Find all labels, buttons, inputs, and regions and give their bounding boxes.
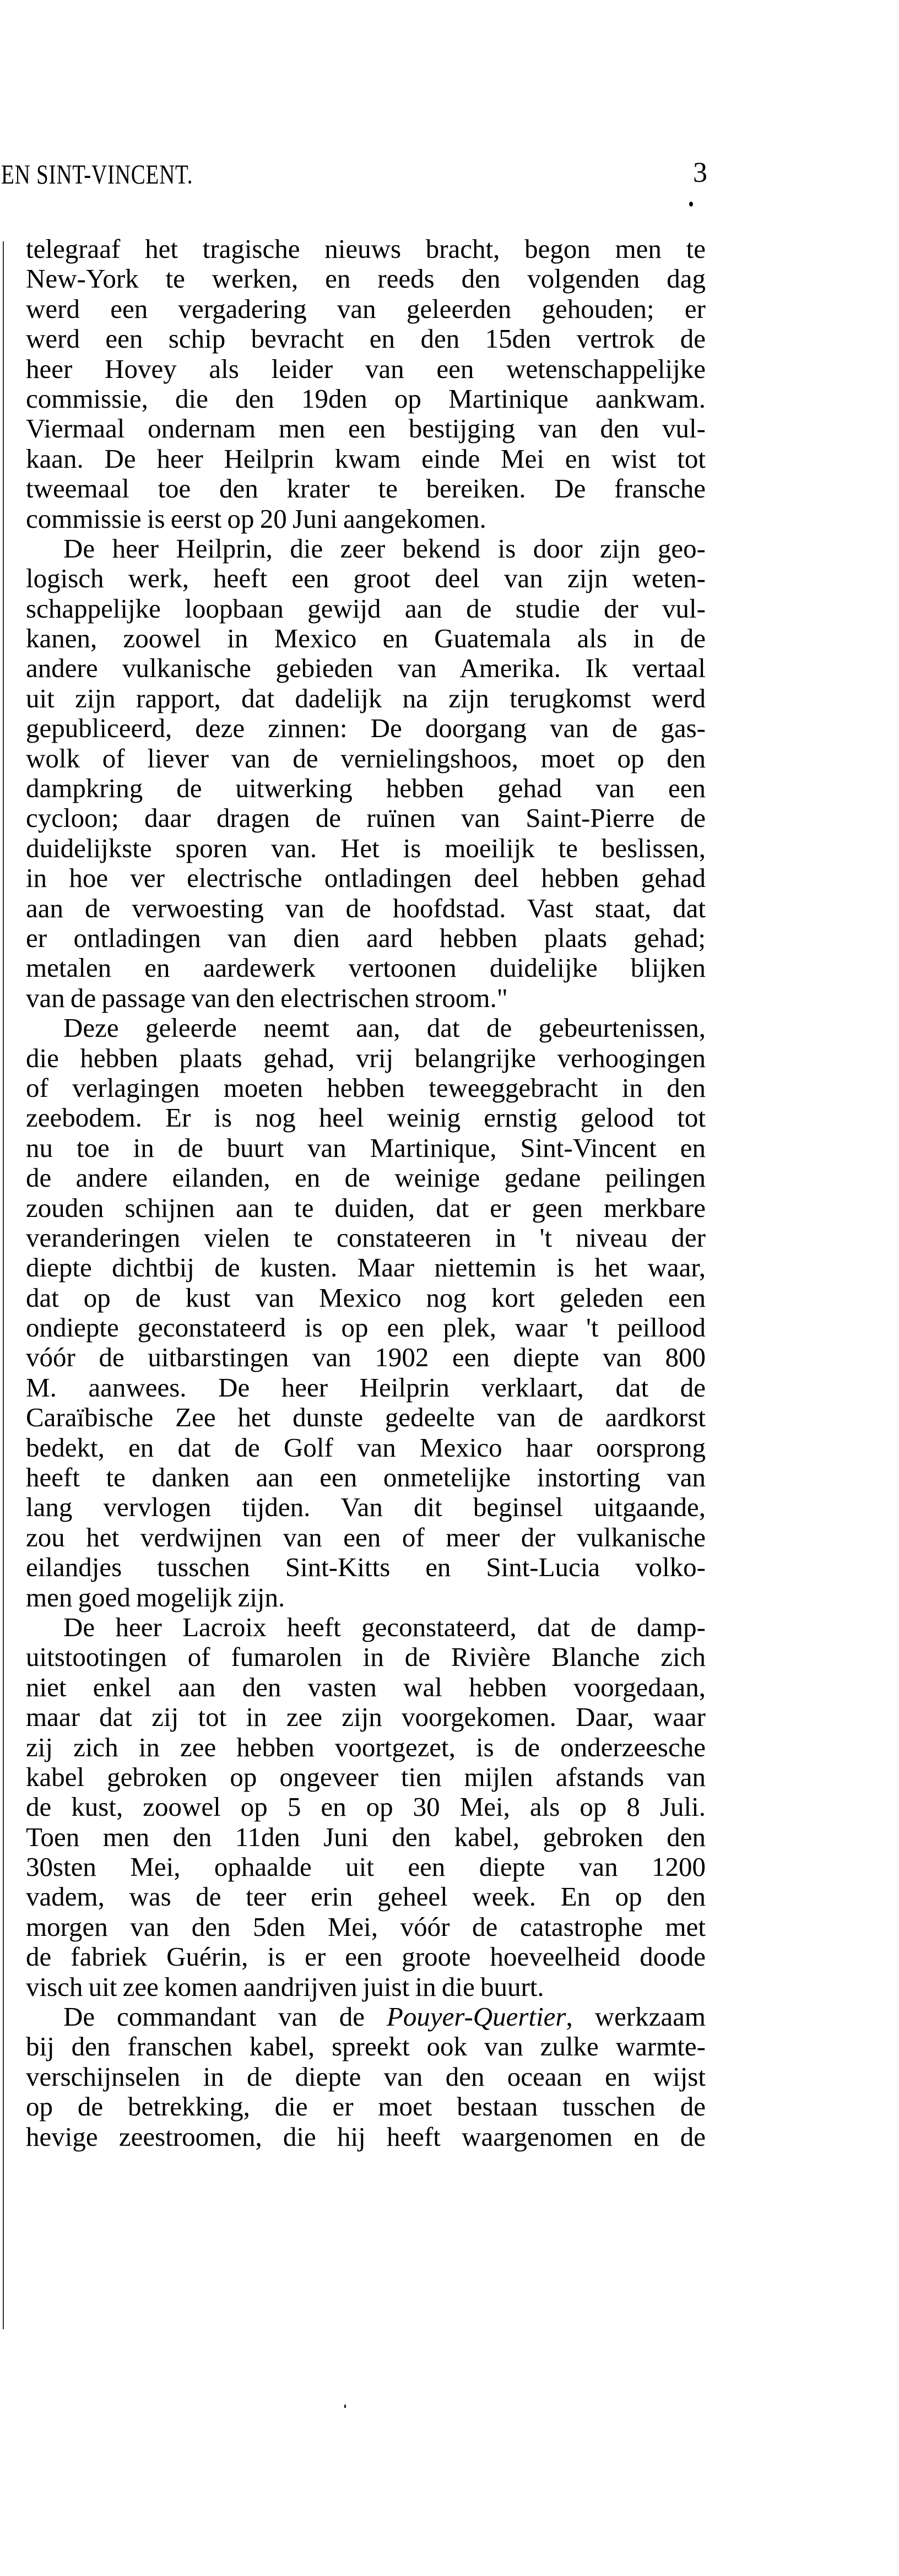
text-line: kanen, zoowel in Mexico en Guatemala als in de <box>26 623 706 654</box>
text-line: er ontladingen van dien aard hebben plaats gehad; <box>26 922 706 953</box>
text-line: op de betrekking, die er moet bestaan tusschen de <box>26 2091 706 2122</box>
text-line: kabel gebroken op ongeveer tien mijlen afstands van <box>26 1761 706 1792</box>
text-line: uit zijn rapport, dat dadelijk na zijn terugkomst werd <box>26 683 706 713</box>
text-line: van de passage van den electrischen stroom." <box>26 982 508 1013</box>
text-line: men goed mogelijk zijn. <box>26 1582 285 1612</box>
text-line: zij zich in zee hebben voortgezet, is de onderzeesche <box>26 1731 706 1762</box>
print-speck <box>344 2405 346 2408</box>
text-line: eilandjes tusschen Sint-Kitts en Sint-Lucia volko- <box>26 1552 706 1583</box>
text-line: cycloon; daar dragen de ruïnen van Saint-Pierre de <box>26 803 706 834</box>
text-line: aan de verwoesting van de hoofdstad. Vast staat, dat <box>26 892 706 923</box>
text-line: 30sten Mei, ophaalde uit een diepte van 1200 <box>26 1852 706 1882</box>
text-line: dampkring de uitwerking hebben gehad van een <box>26 773 706 804</box>
text-line: heer Hovey als leider van een wetenschappelijke <box>26 353 706 384</box>
text-line: andere vulkanische gebieden van Amerika. Ik vertaal <box>26 653 706 684</box>
text-line: gepubliceerd, deze zinnen: De doorgang van de gas- <box>26 713 706 744</box>
text-line: heeft te danken aan een onmetelijke instorting van <box>26 1462 706 1493</box>
text-line: zeebodem. Er is nog heel weinig ernstig gelood tot <box>26 1102 706 1133</box>
body-text <box>26 234 706 2152</box>
text-line: M. aanwees. De heer Heilprin verklaart, dat de <box>26 1372 706 1403</box>
text-line: veranderingen vielen te constateeren in 't niveau der <box>26 1222 706 1253</box>
text-line: Deze geleerde neemt aan, dat de gebeurtenissen, <box>63 1013 706 1043</box>
text-line: commissie, die den 19den op Martinique aankwam. <box>26 383 706 414</box>
text-line: verschijnselen in de diepte van den oceaan en wijst <box>26 2061 706 2092</box>
text-line: metalen en aardewerk vertoonen duidelijke blijken <box>26 953 706 983</box>
page-number: 3 <box>693 157 707 188</box>
text-line: telegraaf het tragische nieuws bracht, begon men te <box>26 234 706 264</box>
text-segment: , werkzaam <box>566 2001 706 2032</box>
text-line: commissie is eerst op 20 Juni aangekomen. <box>26 503 486 534</box>
text-segment: De commandant van de <box>63 2001 387 2032</box>
text-line: hevige zeestroomen, die hij heeft waargenomen en de <box>26 2121 706 2152</box>
text-line: zouden schijnen aan te duiden, dat er geen merkbare <box>26 1192 706 1223</box>
text-line: uitstootingen of fumarolen in de Rivière Blanche zich <box>26 1642 706 1673</box>
text-line: logisch werk, heeft een groot deel van zijn weten- <box>26 563 706 594</box>
text-line: Caraïbische Zee het dunste gedeelte van de aardkorst <box>26 1402 706 1433</box>
text-line: vadem, was de teer erin geheel week. En op den <box>26 1881 706 1912</box>
text-line: bedekt, en dat de Golf van Mexico haar oorsprong <box>26 1432 706 1463</box>
text-line: nu toe in de buurt van Martinique, Sint-Vincent en <box>26 1132 706 1163</box>
text-line: werd een schip bevracht en den 15den vertrok de <box>26 323 706 354</box>
text-line: de fabriek Guérin, is er een groote hoeveelheid doode <box>26 1941 706 1972</box>
text-line: de kust, zoowel op 5 en op 30 Mei, als op 8 Juli. <box>26 1792 706 1822</box>
text-line: die hebben plaats gehad, vrij belangrijke verhoogingen <box>26 1042 706 1073</box>
text-line: vóór de uitbarstingen van 1902 een diepte van 800 <box>26 1342 706 1373</box>
text-line <box>26 2002 706 2032</box>
text-line: in hoe ver electrische ontladingen deel hebben gehad <box>26 863 706 894</box>
text-line: kaan. De heer Heilprin kwam einde Mei en wist tot <box>26 443 706 474</box>
text-line: Viermaal ondernam men een bestijging van den vul- <box>26 413 706 444</box>
text-line: zou het verdwijnen van een of meer der vulkanische <box>26 1522 706 1552</box>
running-title: EN SINT-VINCENT. <box>1 159 193 190</box>
text-line: maar dat zij tot in zee zijn voorgekomen. Daar, waar <box>26 1702 706 1733</box>
text-line: De heer Heilprin, die zeer bekend is door zijn geo- <box>63 533 706 564</box>
text-line: de andere eilanden, en de weinige gedane peilingen <box>26 1162 706 1193</box>
text-line: dat op de kust van Mexico nog kort geleden een <box>26 1282 706 1313</box>
text-line: ondiepte geconstateerd is op een plek, waar 't peillood <box>26 1312 706 1343</box>
text-line: tweemaal toe den krater te bereiken. De fransche <box>26 473 706 504</box>
print-speck <box>689 202 693 207</box>
text-line: visch uit zee komen aandrijven juist in die buurt. <box>26 1971 544 2002</box>
text-line: lang vervlogen tijden. Van dit beginsel uitgaande, <box>26 1492 706 1523</box>
text-line: werd een vergadering van geleerden gehouden; er <box>26 293 706 324</box>
text-line: of verlagingen moeten hebben teweeggebracht in den <box>26 1072 706 1103</box>
paragraph <box>26 534 706 1013</box>
text-line: schappelijke loopbaan gewijd aan de studie der vul- <box>26 593 706 624</box>
text-line: De heer Lacroix heeft geconstateerd, dat de damp- <box>63 1611 706 1642</box>
text-line: niet enkel aan den vasten wal hebben voorgedaan, <box>26 1671 706 1702</box>
text-line: bij den franschen kabel, spreekt ook van zulke warmte- <box>26 2031 706 2062</box>
text-line: Toen men den 11den Juni den kabel, gebroken den <box>26 1821 706 1852</box>
margin-rule <box>3 241 4 2329</box>
paragraph <box>26 1612 706 2002</box>
text-line: wolk of liever van de vernielingshoos, moet op den <box>26 743 706 773</box>
text-line: duidelijkste sporen van. Het is moeilijk te beslissen, <box>26 832 706 863</box>
text-line: New-York te werken, en reeds den volgenden dag <box>26 263 706 294</box>
text-line: diepte dichtbij de kusten. Maar niettemin is het waar, <box>26 1252 706 1283</box>
text-line: morgen van den 5den Mei, vóór de catastrophe met <box>26 1911 706 1942</box>
paragraph <box>26 1013 706 1612</box>
paragraph <box>26 234 706 534</box>
paragraph <box>26 2002 706 2152</box>
ship-name: Pouyer-Quertier <box>386 2001 566 2032</box>
